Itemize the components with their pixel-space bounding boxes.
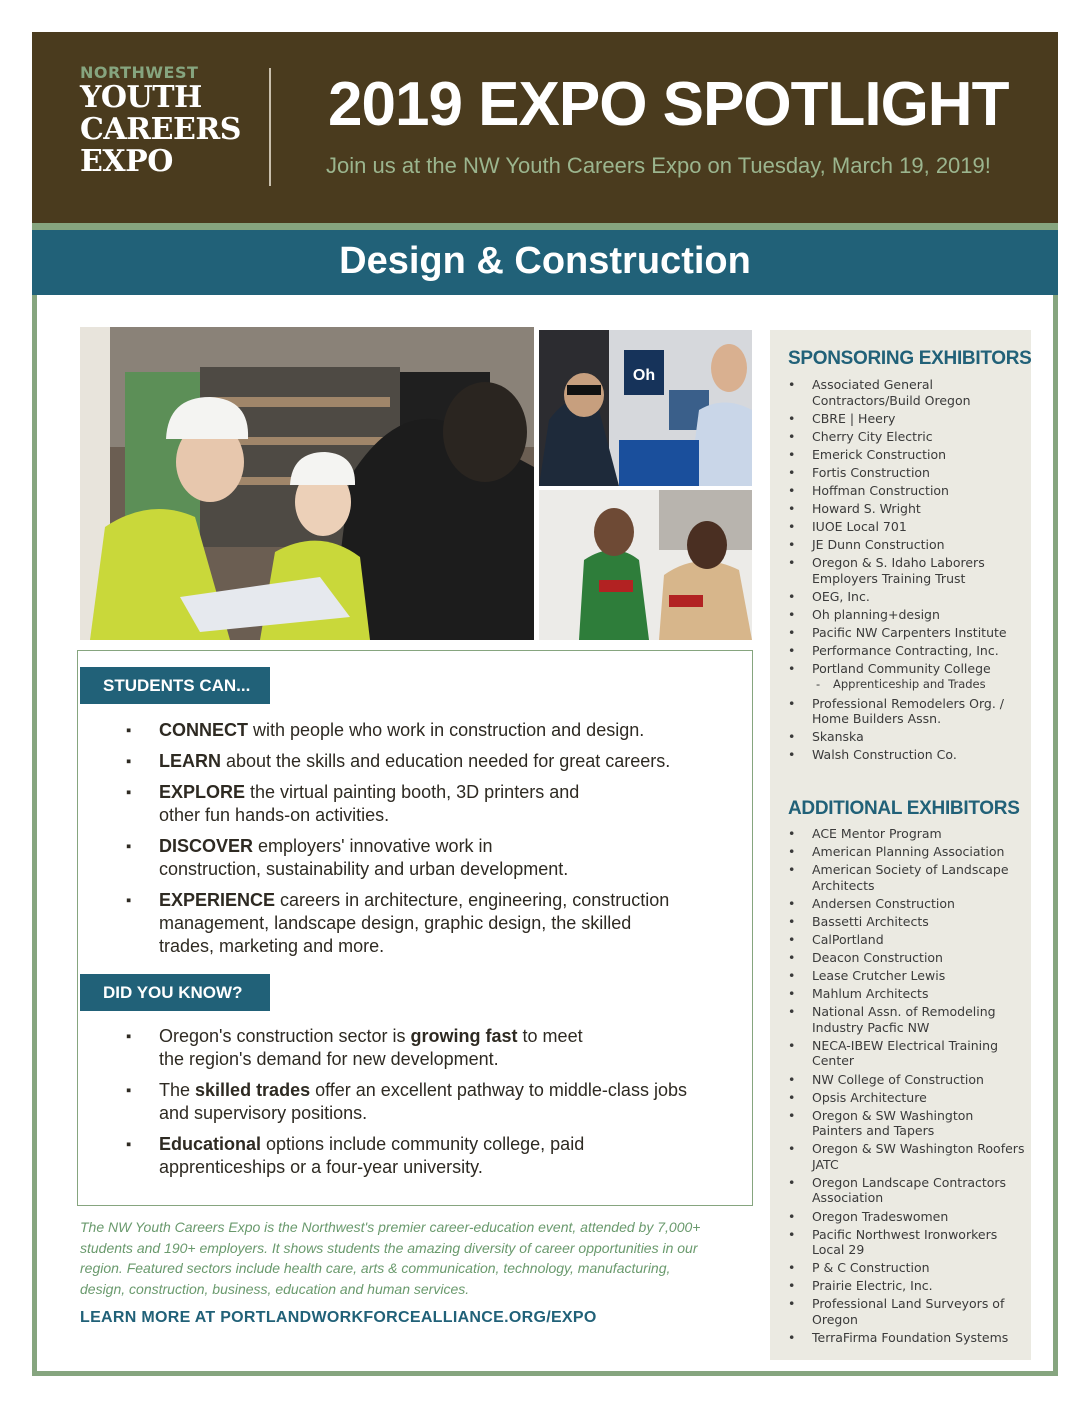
list-item: • Oregon & SW Washington Roofers JATC <box>788 1141 1026 1172</box>
vr-photo <box>539 330 752 486</box>
item-text: the virtual painting booth, 3D printers and other fun hands-on activities. <box>159 782 580 825</box>
item-keyword: skilled trades <box>195 1080 311 1100</box>
list-item: • Associated General Contractors/Build Oregon <box>788 377 1026 408</box>
did-you-know-heading: DID YOU KNOW? <box>80 974 270 1011</box>
sponsoring-list <box>788 377 1026 765</box>
item-text: options include community college, paid apprenticeships or a four-year university. <box>159 1134 585 1177</box>
list-item <box>80 750 700 773</box>
list-item: • TerraFirma Foundation Systems <box>788 1330 1026 1346</box>
item-text: about the skills and education needed for great careers. <box>221 751 671 771</box>
expo-logo <box>80 64 270 178</box>
list-item: • Cherry City Electric <box>788 429 1026 445</box>
tools-photo <box>539 490 752 640</box>
students-can-heading: STUDENTS CAN... <box>80 667 270 704</box>
list-item <box>80 835 599 881</box>
list-item <box>80 1133 709 1179</box>
item-text: with people who work in construction and design. <box>248 720 645 740</box>
list-item: • American Society of Landscape Architects <box>788 862 1026 893</box>
list-item: • Oregon & SW Washington Painters and Tapers <box>788 1108 1026 1139</box>
item-keyword: growing fast <box>410 1026 518 1046</box>
list-item: • National Assn. of Remodeling Industry Pacfic NW <box>788 1004 1026 1035</box>
list-item: • Portland Community College <box>788 661 1026 677</box>
item-keyword: CONNECT <box>159 720 248 740</box>
list-item: • ACE Mentor Program <box>788 826 1026 842</box>
vr-booth-illustration <box>539 330 752 486</box>
students-hardhats-illustration <box>80 327 534 640</box>
list-item: • Oregon & S. Idaho Laborers Employers Training Trust <box>788 555 1026 586</box>
list-item: • Bassetti Architects <box>788 914 1026 930</box>
logo-careers: CAREERS <box>80 112 241 147</box>
list-item: • Emerick Construction <box>788 447 1026 463</box>
list-item: • Professional Remodelers Org. / Home Builders Assn. <box>788 696 1026 727</box>
list-item: • IUOE Local 701 <box>788 519 1026 535</box>
logo-divider <box>269 68 271 186</box>
list-item: • Lease Crutcher Lewis <box>788 968 1026 984</box>
list-item: • American Planning Association <box>788 844 1026 860</box>
list-item: • OEG, Inc. <box>788 589 1026 605</box>
did-you-know-list <box>80 1025 710 1179</box>
list-item <box>80 1025 599 1071</box>
list-item: • P & C Construction <box>788 1260 1026 1276</box>
list-item: • CBRE | Heery <box>788 411 1026 427</box>
item-text: Oregon's construction sector is <box>159 1026 411 1046</box>
list-item: • Professional Land Surveyors of Oregon <box>788 1296 1026 1327</box>
logo-expo: EXPO <box>80 144 173 179</box>
additional-list <box>788 826 1026 1348</box>
item-text: offer an excellent pathway to middle-class jobs and supervisory positions. <box>159 1080 687 1123</box>
list-item: • Oregon Tradeswomen <box>788 1209 1026 1225</box>
list-item: • NW College of Construction <box>788 1072 1026 1088</box>
list-item: • Opsis Architecture <box>788 1090 1026 1106</box>
booth-sign: Oh <box>632 367 656 384</box>
students-can-list <box>80 719 700 958</box>
list-item: • Skanska <box>788 729 1026 745</box>
list-item <box>80 719 700 742</box>
list-item: • JE Dunn Construction <box>788 537 1026 553</box>
item-text: to meet the region's demand for new development. <box>159 1026 583 1069</box>
sector-title: Design & Construction <box>32 230 1058 295</box>
item-text: employers' innovative work in construction, sustainability and urban development. <box>159 836 569 879</box>
page-subtitle: Join us at the NW Youth Careers Expo on Tuesday, March 19, 2019! <box>326 153 991 178</box>
item-text: careers in architecture, engineering, construction management, landscape design, graphic design, the skilled trades, marketing and more. <box>159 890 670 956</box>
list-item: • Mahlum Architects <box>788 986 1026 1002</box>
list-item <box>80 781 599 827</box>
additional-heading: ADDITIONAL EXHIBITORS <box>788 798 1020 819</box>
item-keyword: EXPLORE <box>159 782 246 802</box>
list-item: • Howard S. Wright <box>788 501 1026 517</box>
list-item: • Performance Contracting, Inc. <box>788 643 1026 659</box>
list-item <box>80 1079 689 1125</box>
item-keyword: Educational <box>159 1134 262 1154</box>
list-item: • Andersen Construction <box>788 896 1026 912</box>
list-item: • CalPortland <box>788 932 1026 948</box>
list-item: • Hoffman Construction <box>788 483 1026 499</box>
list-item: • Fortis Construction <box>788 465 1026 481</box>
learn-more-link[interactable]: LEARN MORE AT PORTLANDWORKFORCEALLIANCE.ORG/EXPO <box>80 1309 597 1326</box>
students-tools-illustration <box>539 490 752 640</box>
logo-youth: YOUTH <box>80 80 202 115</box>
list-item: • Deacon Construction <box>788 950 1026 966</box>
list-item: • Oregon Landscape Contractors Association <box>788 1175 1026 1206</box>
list-item: • Pacific Northwest Ironworkers Local 29 <box>788 1227 1026 1258</box>
item-keyword: DISCOVER <box>159 836 254 856</box>
list-item: • Oh planning+design <box>788 607 1026 623</box>
item-keyword: LEARN <box>159 751 221 771</box>
main-photo <box>80 327 534 640</box>
list-item: • Prairie Electric, Inc. <box>788 1278 1026 1294</box>
logo-northwest: NORTHWEST <box>80 63 199 82</box>
item-text: The <box>159 1080 196 1100</box>
list-item: • Pacific NW Carpenters Institute <box>788 625 1026 641</box>
list-item <box>80 889 689 958</box>
list-item: • Walsh Construction Co. <box>788 747 1026 763</box>
header-stripe <box>32 223 1058 230</box>
page-title: 2019 EXPO SPOTLIGHT <box>328 70 1009 139</box>
about-paragraph: The NW Youth Careers Expo is the Northwest's premier career-education event, attended by 7,000+ students and 190+ employers. It shows students the amazing diversity of career opportunities in our region. Featured sectors include health care, arts & communication, technology, manufacturing, design, construction, business, education and human services. <box>80 1219 701 1297</box>
sponsoring-heading: SPONSORING EXHIBITORS <box>788 348 1032 369</box>
list-sub-item: - Apprenticeship and Trades <box>788 677 1026 693</box>
list-item: • NECA-IBEW Electrical Training Center <box>788 1038 1026 1069</box>
item-keyword: EXPERIENCE <box>159 890 276 910</box>
